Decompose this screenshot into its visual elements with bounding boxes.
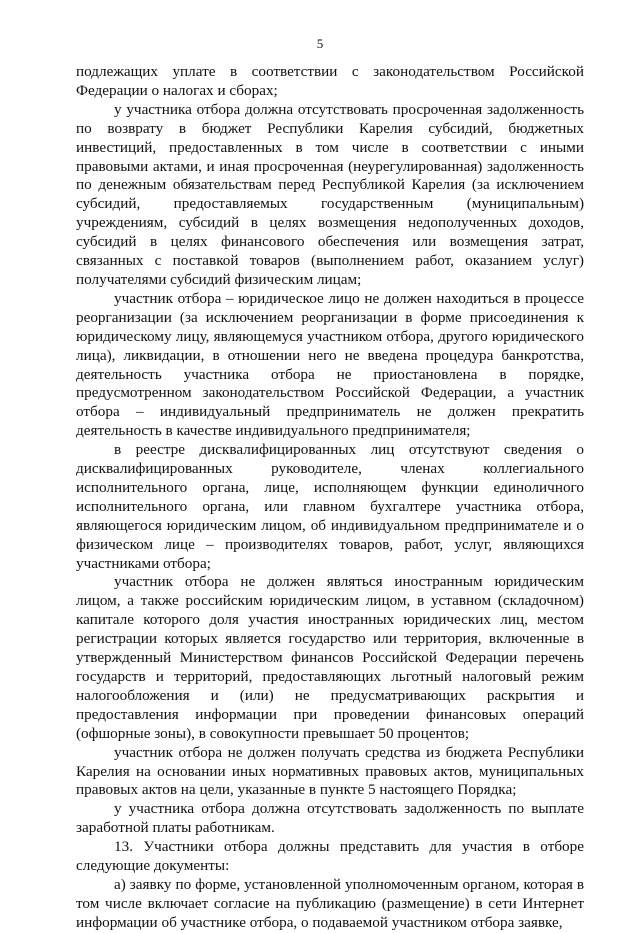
paragraph-item-a: а) заявку по форме, установленной уполномоченным органом, которая в том числе включает согласие на публикацию (размещение) в сети Интернет информации об участнике отбора, о подаваемой участником отбора заявке,: [76, 875, 584, 931]
paragraph-no-reorganization: участник отбора – юридическое лицо не должен находиться в процессе реорганизации (за исключением реорганизации в форме присоединения к юридическому лицу, являющемуся участником отбора, другого юридического лица), ликвидации, в отношении него не введена процедура банкротства, деятельность участника отбора не приостановлена в порядке, предусмотренном законодательством Российской Федерации, а участник отбора – индивидуальный предприниматель не должен прекратить деятельность в качестве индивидуального предпринимателя;: [76, 289, 584, 440]
paragraph-disqualified-registry: в реестре дисквалифицированных лиц отсутствуют сведения о дисквалифицированных руководителе, членах коллегиального исполнительного органа, лице, исполняющем функции единоличного исполнительного органа, или главном бухгалтере участника отбора, являющегося юридическим лицом, об индивидуальном предпринимателе и о физическом лице – производителях товаров, работ, услуг, являющихся участниками отбора;: [76, 441, 584, 572]
paragraph-continuation: подлежащих уплате в соответствии с законодательством Российской Федерации о налогах и сборах;: [76, 63, 584, 99]
paragraph-no-overdue-debt: у участника отбора должна отсутствовать просроченная задолженность по возврату в бюджет Республики Карелия субсидий, бюджетных инвестиций, предоставленных в том числе в соответствии с иными правовыми актами, и иная просроченная (неурегулированная) задолженность по денежным обязательствам перед Республикой Карелия (за исключением субсидий, предоставляемых государственным (муниципальным) учреждениям, субсидий в целях возмещения недополученных доходов, субсидий в целях финансового обеспечения или возмещения затрат, связанных с поставкой товаров (выполнением работ, оказанием услуг) получателями субсидий физическим лицам;: [76, 100, 584, 288]
paragraph-no-salary-debt: у участника отбора должна отсутствовать задолженность по выплате заработной платы работникам.: [76, 800, 584, 837]
paragraph-foreign-entity: участник отбора не должен являться иностранным юридическим лицом, а также российским юридическим лицом, в уставном (складочном) капитале которого доля участия иностранных юридических лиц, местом регистрации которых является государство или территория, включенные в утвержденный Министерством финансов Российской Федерации перечень государств и территорий, предоставляющих льготный налоговый режим налогообложения и (или) не предусматривающих раскрытия и предоставления информации при проведении финансовых операций (офшорные зоны), в совокупности превышает 50 процентов;: [76, 573, 584, 742]
document-body: [76, 63, 584, 933]
paragraph-no-other-budget-funds: участник отбора не должен получать средства из бюджета Республики Карелия на основании иных нормативных правовых актов, муниципальных правовых актов на цели, указанные в пункте 5 настоящего Порядка;: [76, 743, 584, 799]
paragraph-section-13: 13. Участники отбора должны представить для участия в отборе следующие документы:: [76, 838, 584, 875]
page-number: 5: [316, 36, 324, 51]
